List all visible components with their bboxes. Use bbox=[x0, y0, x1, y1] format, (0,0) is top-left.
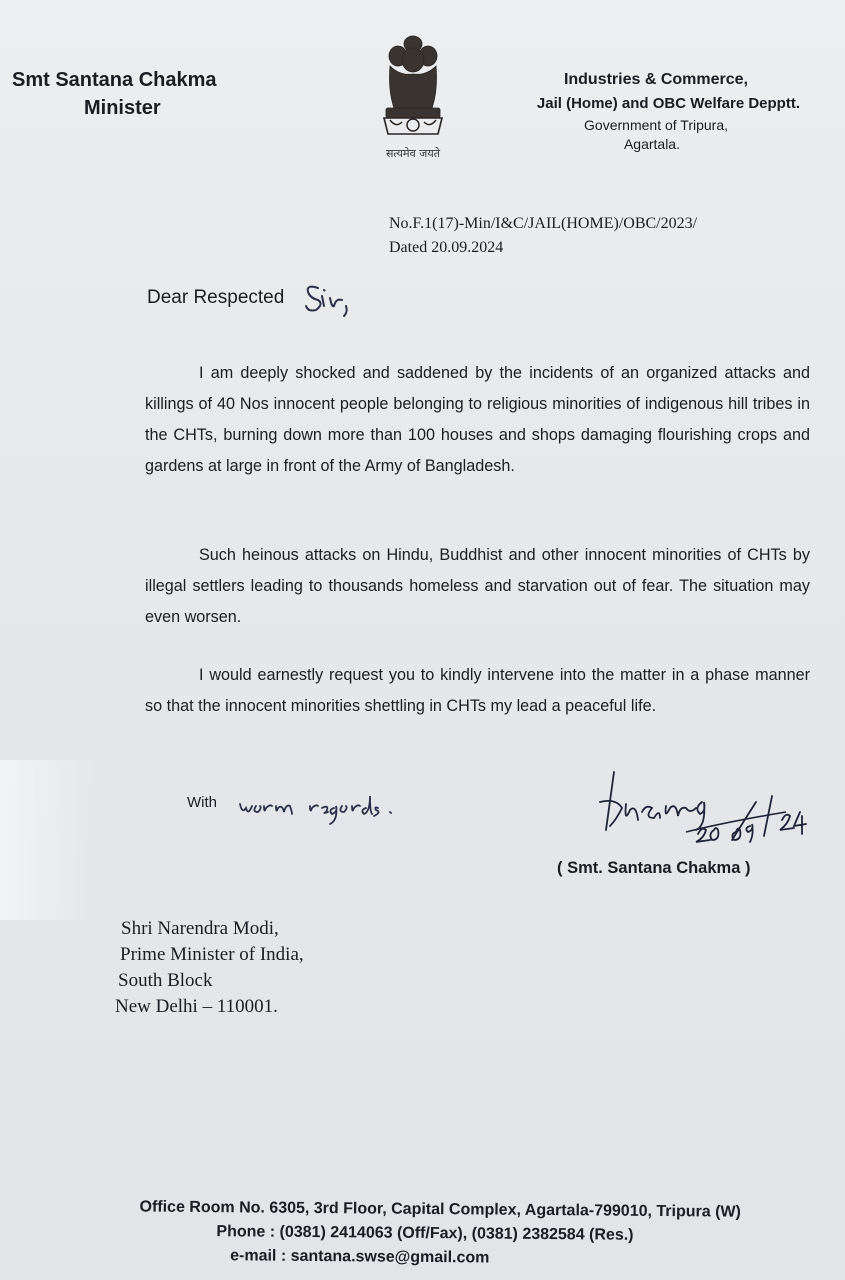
handwritten-warm-regards bbox=[238, 790, 408, 830]
department-line-2: Jail (Home) and OBC Welfare Depptt. bbox=[536, 95, 800, 112]
recipient-line-2: Prime Minister of India, bbox=[120, 944, 304, 965]
paragraph-text: I would earnestly request you to kindly intervene into the matter in a phase manner so that the innocent minorities shettling in CHTs my lead a peaceful life. bbox=[145, 666, 810, 715]
reference-number: No.F.1(17)-Min/I&C/JAIL(HOME)/OBC/2023/ bbox=[389, 215, 698, 232]
sender-title: Minister bbox=[84, 97, 161, 119]
department-block bbox=[500, 68, 800, 154]
reference-date: Dated 20.09.2024 bbox=[389, 239, 504, 256]
city-line: Agartala. bbox=[623, 136, 680, 152]
footer-phone: Phone : (0381) 2414063 (Off/Fax), (0381) 2382584 (Res.) bbox=[216, 1223, 634, 1244]
department-line-1: Industries & Commerce, bbox=[563, 71, 748, 88]
handwritten-sir bbox=[300, 280, 360, 320]
paragraph-text: Such heinous attacks on Hindu, Buddhist and other innocent minorities of CHTs by illegal settlers leading to thousands homeless and starvation out of fear. The situation may even worsen. bbox=[145, 546, 810, 626]
sender-block bbox=[12, 66, 217, 122]
recipient-line-3: South Block bbox=[118, 970, 213, 991]
national-emblem-icon bbox=[376, 30, 450, 164]
salutation: Dear Respected bbox=[147, 287, 285, 308]
recipient-line-1: Shri Narendra Modi, bbox=[121, 918, 279, 939]
emblem-motto: सत्यमेव जयते bbox=[385, 147, 440, 160]
paragraph-text: I am deeply shocked and saddened by the incidents of an organized attacks and killings of 40 Nos innocent people belonging to religious minorities of indigenous hill tribes in the CHTs, burning down more than 100 houses and shops damaging flourishing crops and gardens at large in front of the Army of Bangladesh. bbox=[145, 364, 810, 475]
sender-name: Smt Santana Chakma bbox=[12, 69, 217, 91]
footer-address: Office Room No. 6305, 3rd Floor, Capital Complex, Agartala-799010, Tripura (W) bbox=[139, 1198, 741, 1221]
recipient-line-4: New Delhi – 110001. bbox=[115, 996, 278, 1017]
government-line: Government of Tripura, bbox=[584, 117, 728, 133]
reference-block bbox=[389, 212, 697, 260]
signatory-name: ( Smt. Santana Chakma ) bbox=[557, 859, 751, 877]
signature bbox=[586, 768, 816, 858]
body-paragraph-2 bbox=[145, 540, 810, 633]
footer-email: e-mail : santana.swse@gmail.com bbox=[230, 1247, 490, 1267]
body-paragraph-1 bbox=[145, 358, 810, 482]
body-paragraph-3 bbox=[145, 660, 810, 722]
closing-printed: With bbox=[187, 794, 217, 811]
recipient-address bbox=[115, 916, 304, 1020]
scan-smudge bbox=[0, 760, 95, 920]
letterhead-footer bbox=[60, 1195, 801, 1273]
